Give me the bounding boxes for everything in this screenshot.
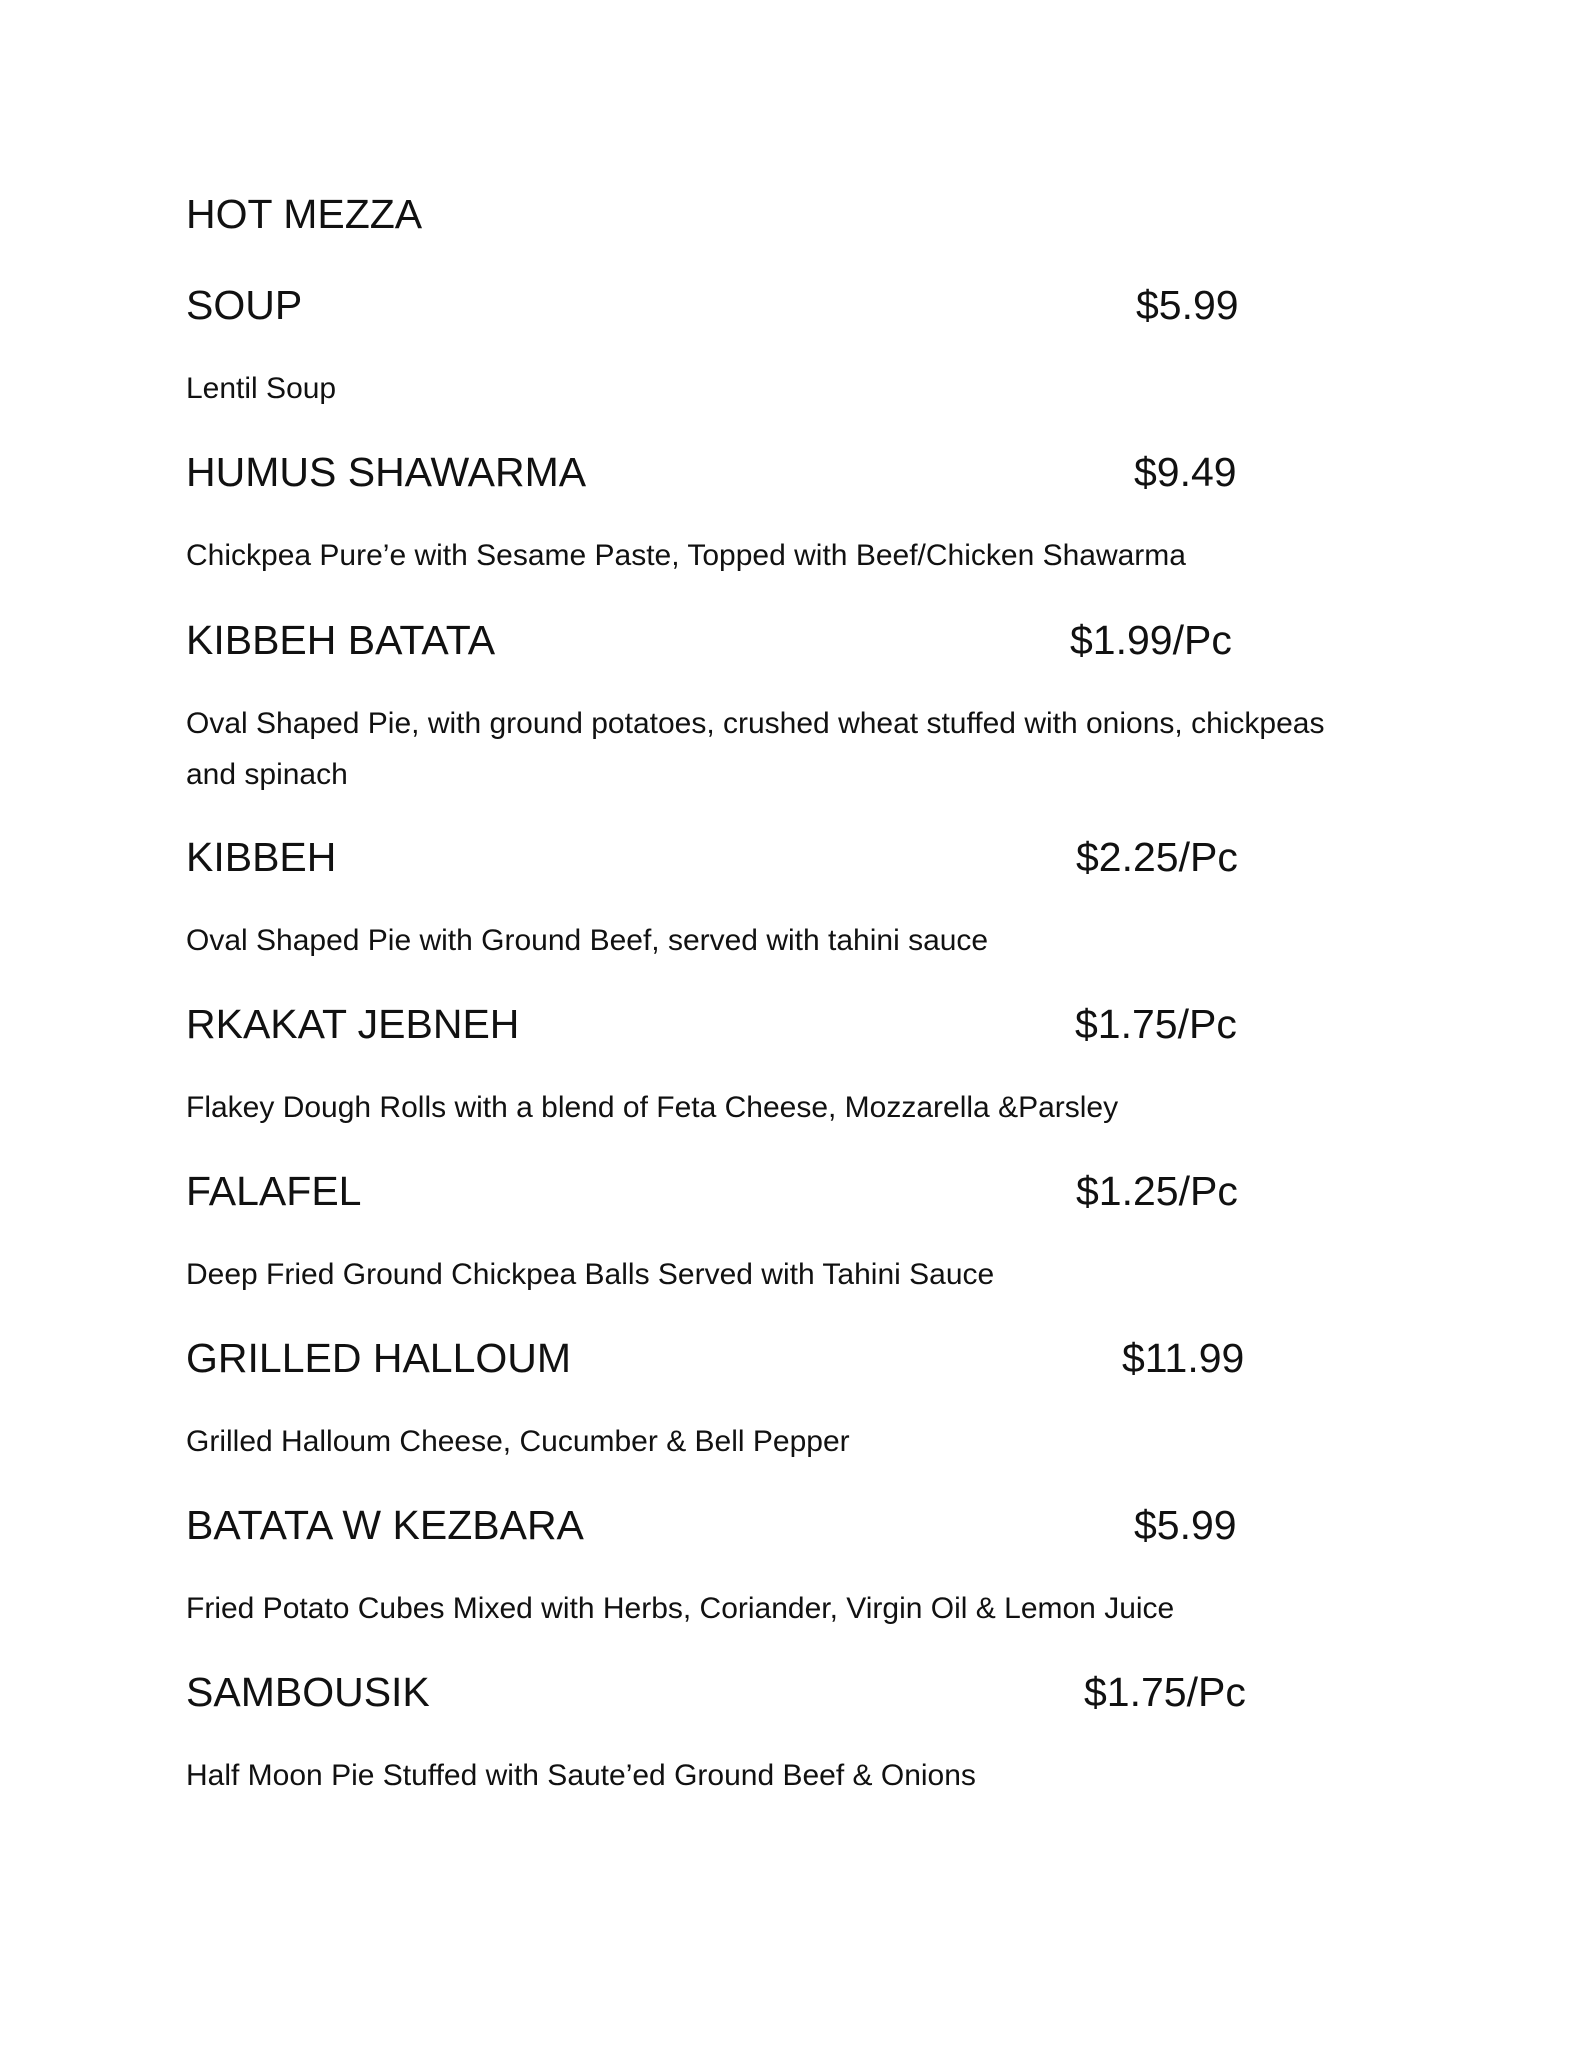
item-price: $5.99: [1136, 282, 1239, 328]
item-description: Oval Shaped Pie, with ground potatoes, crushed wheat stuffed with onions, chickpeas and spinach: [186, 707, 1325, 791]
item-price: $1.99/Pc: [1070, 617, 1232, 663]
item-price: $1.75/Pc: [1075, 1001, 1237, 1047]
item-description: Deep Fried Ground Chickpea Balls Served with Tahini Sauce: [186, 1258, 995, 1291]
item-price: $5.99: [1134, 1502, 1237, 1548]
item-price: $1.75/Pc: [1084, 1669, 1246, 1715]
item-description: Oval Shaped Pie with Ground Beef, served with tahini sauce: [186, 924, 989, 957]
item-description: Lentil Soup: [186, 372, 337, 405]
item-name: KIBBEH BATATA: [186, 617, 496, 663]
item-price: $11.99: [1122, 1335, 1245, 1381]
item-name: BATATA W KEZBARA: [186, 1502, 584, 1548]
item-name: SAMBOUSIK: [186, 1669, 430, 1715]
section-title: HOT MEZZA: [186, 191, 423, 237]
item-description: Grilled Halloum Cheese, Cucumber & Bell Pepper: [186, 1425, 850, 1458]
item-name: SOUP: [186, 282, 303, 328]
item-description: Chickpea Pure’e with Sesame Paste, Topped with Beef/Chicken Shawarma: [186, 539, 1186, 572]
item-price: $9.49: [1134, 449, 1237, 495]
item-name: GRILLED HALLOUM: [186, 1335, 572, 1381]
item-name: HUMUS SHAWARMA: [186, 449, 587, 495]
item-name: KIBBEH: [186, 834, 337, 880]
item-description: Flakey Dough Rolls with a blend of Feta Cheese, Mozzarella &Parsley: [186, 1091, 1119, 1124]
item-description: Fried Potato Cubes Mixed with Herbs, Coriander, Virgin Oil & Lemon Juice: [186, 1592, 1175, 1625]
item-name: RKAKAT JEBNEH: [186, 1001, 520, 1047]
item-price: $2.25/Pc: [1076, 834, 1238, 880]
item-price: $1.25/Pc: [1076, 1168, 1238, 1214]
item-name: FALAFEL: [186, 1168, 362, 1214]
item-description: Half Moon Pie Stuffed with Saute’ed Ground Beef & Onions: [186, 1759, 976, 1792]
